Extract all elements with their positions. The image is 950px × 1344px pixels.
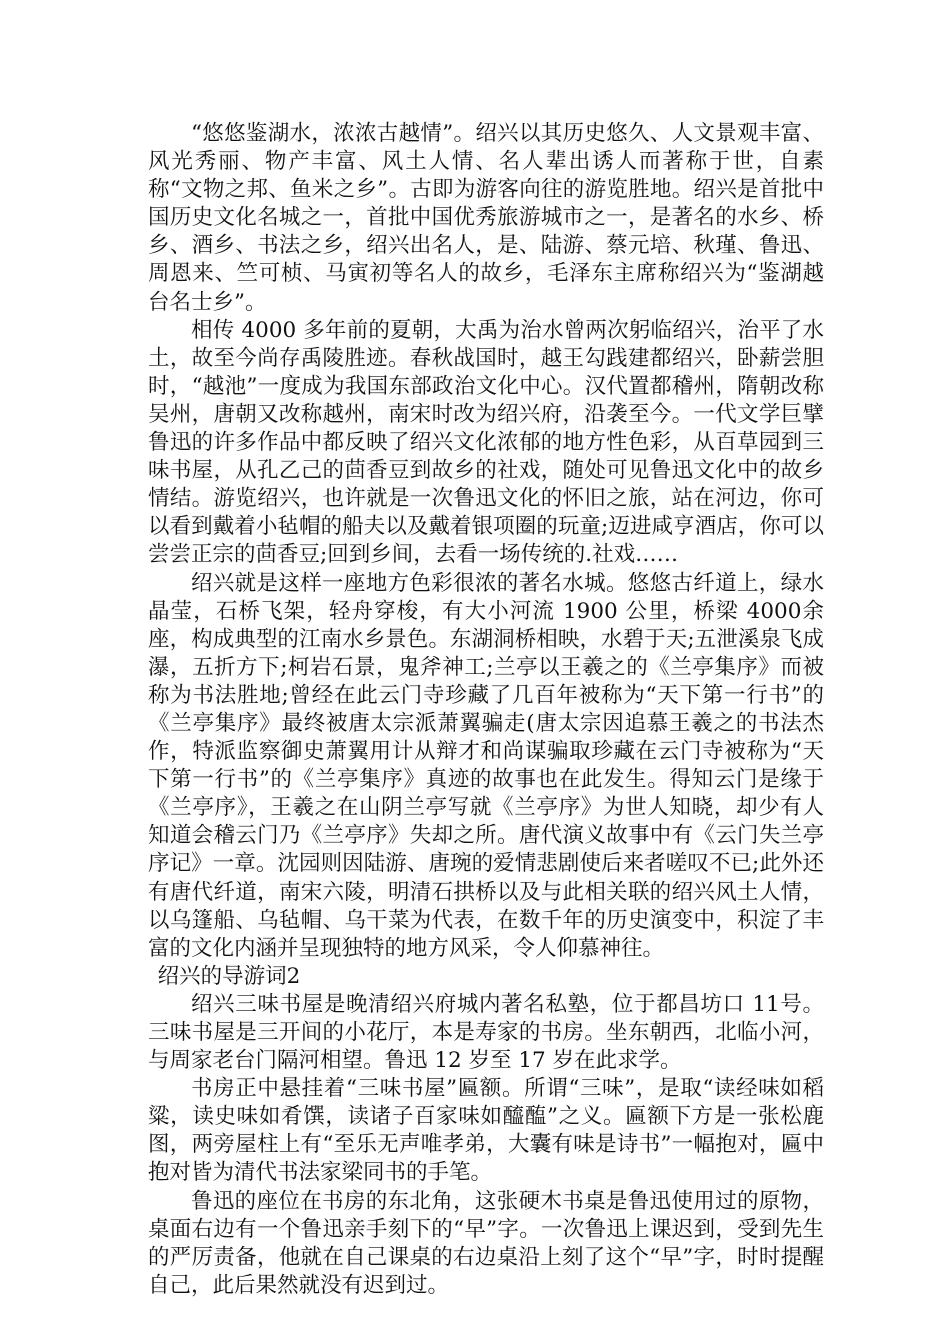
paragraph-sanwei-plaque: 书房正中悬挂着“三味书屋”匾额。所谓“三味”，是取“读经味如稻粱，读史味如肴馔，读诸子百家味如醯醢”之义。匾额下方是一张松鹿图，两旁屋柱上有“至乐无声唯孝弟，大囊有味是诗书”一幅抱对，匾中抱对皆为清代书法家梁同书的手笔。 <box>148 1076 824 1186</box>
paragraph-intro: “悠悠鉴湖水，浓浓古越情”。绍兴以其历史悠久、人文景观丰富、风光秀丽、物产丰富、风土人情、名人辈出诱人而著称于世，自素称“文物之邦、鱼米之乡”。古即为游客向往的游览胜地。绍兴是首批中国历史文化名城之一，首批中国优秀旅游城市之一，是著名的水乡、桥乡、酒乡、书法之乡，绍兴出名人，是、陆游、蔡元培、秋瑾、鲁迅、周恩来、竺可桢、马寅初等名人的故乡，毛泽东主席称绍兴为“鉴湖越台名士乡”。 <box>148 121 824 315</box>
paragraph-sanwei-intro: 绍兴三味书屋是晚清绍兴府城内著名私塾，位于都昌坊口 11号。三味书屋是三开间的小花厅，本是寿家的书房。坐东朝西，北临小河，与周家老台门隔河相望。鲁迅 12 岁至 17 岁在此求学。 <box>148 991 824 1074</box>
paragraph-water-town: 绍兴就是这样一座地方色彩很浓的著名水城。悠悠古纤道上，绿水晶莹，石桥飞架，轻舟穿梭，有大小河流 1900 公里，桥梁 4000余座，构成典型的江南水乡景色。东湖洞桥相映，水碧于天;五泄溪泉飞成瀑，五折方下;柯岩石景，鬼斧神工;兰亭以王羲之的《兰亭集序》而被称为书法胜地;曾经在此云门寺珍藏了几百年被称为“天下第一行书”的《兰亭集序》最终被唐太宗派萧翼骗走(唐太宗因追慕王羲之的书法杰作，特派监察御史萧翼用计从辩才和尚谋骗取珍藏在云门寺被称为“天下第一行书”的《兰亭集序》真迹的故事也在此发生。得知云门是缘于《兰亭序》，王羲之在山阴兰亭写就《兰亭序》为世人知晓，却少有人知道会稽云门乃《兰亭序》失却之所。唐代演义故事中有《云门失兰亭序记》一章。沈园则因陆游、唐琬的爱情悲剧使后来者嗟叹不已;此外还有唐代纤道，南宋六陵，明清石拱桥以及与此相关联的绍兴风土人情，以乌篷船、乌毡帽、乌干菜为代表，在数千年的历史演变中，积淀了丰富的文化内涵并呈现独特的地方风采，令人仰慕神往。 <box>148 570 824 961</box>
document-page <box>148 120 824 1300</box>
section-heading: 绍兴的导游词2 <box>157 963 301 989</box>
paragraph-luxun-desk: 鲁迅的座位在书房的东北角，这张硬木书桌是鲁迅使用过的原物，桌面右边有一个鲁迅亲手刻下的“早”字。一次鲁迅上课迟到，受到先生的严厉责备，他就在自己课桌的右边桌沿上刻了这个“早”字，时时提醒自己，此后果然就没有迟到过。 <box>148 1188 824 1298</box>
paragraph-history: 相传 4000 多年前的夏朝，大禹为治水曾两次躬临绍兴，治平了水土，故至今尚存禹陵胜迹。春秋战国时，越王勾践建都绍兴，卧薪尝胆时，“越池”一度成为我国东部政治文化中心。汉代置都稽州，隋朝改称吴州，唐朝又改称越州，南宋时改为绍兴府，沿袭至今。一代文学巨擘鲁迅的许多作品中都反映了绍兴文化浓郁的地方性色彩，从百草园到三味书屋，从孔乙己的茴香豆到故乡的社戏，随处可见鲁迅文化中的故乡情结。游览绍兴，也许就是一次鲁迅文化的怀旧之旅，站在河边，你可以看到戴着小毡帽的船夫以及戴着银项圈的玩童;迈进咸亨酒店，你可以尝尝正宗的茴香豆;回到乡间，去看一场传统的.社戏…… <box>148 317 824 568</box>
